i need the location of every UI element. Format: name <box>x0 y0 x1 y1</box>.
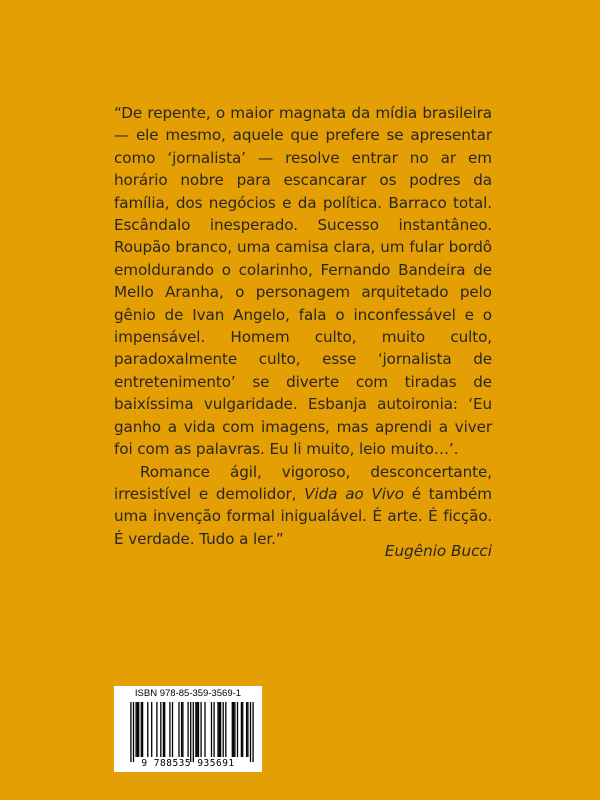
barcode-bar <box>234 702 235 757</box>
book-title: Vida ao Vivo <box>304 484 404 503</box>
barcode-bar <box>182 702 183 757</box>
barcode-bar <box>135 702 136 757</box>
barcode-bar <box>137 702 138 757</box>
barcode-bar <box>156 702 157 757</box>
barcode-bar <box>130 702 131 762</box>
barcode-bar <box>213 702 214 757</box>
blurb-paragraph-2-start: Romance ágil, vigoroso, desconcertante, irresistível e demolidor, <box>114 462 492 503</box>
barcode-bar <box>200 702 201 757</box>
barcode-bar <box>138 702 139 757</box>
barcode-bar <box>195 702 196 757</box>
barcode-bar <box>232 702 233 757</box>
barcode-bar <box>187 702 188 757</box>
barcode-bar <box>220 702 221 757</box>
barcode-bar <box>141 702 142 757</box>
barcode-bar <box>147 702 148 757</box>
barcode-bar <box>217 702 218 757</box>
barcode-bar <box>225 702 226 757</box>
blurb-paragraph-2 <box>114 461 492 551</box>
barcode-bar <box>178 702 179 757</box>
barcode-bar <box>223 702 224 757</box>
barcode-bar <box>164 702 165 757</box>
barcode-bar <box>250 702 251 762</box>
barcode-bar <box>219 702 220 757</box>
isbn-barcode <box>114 686 262 772</box>
barcode-bar <box>198 702 199 757</box>
barcode-bar <box>233 702 234 757</box>
barcode-bar <box>163 702 164 757</box>
barcode-bar <box>252 702 253 762</box>
barcode-bar <box>247 702 248 757</box>
quote-author: Eugênio Bucci <box>384 542 492 560</box>
barcode-bar <box>193 702 194 762</box>
barcode-bar <box>190 702 191 762</box>
barcode-bar <box>151 702 152 757</box>
barcode-bar <box>181 702 182 757</box>
barcode-bar <box>241 702 242 757</box>
barcode-digits: 9 788535 935691 <box>141 758 235 769</box>
barcode-bar <box>169 702 170 757</box>
barcode-bar <box>160 702 161 757</box>
barcode-bar <box>172 702 173 757</box>
barcode-bar <box>133 702 134 762</box>
barcode-bar <box>204 702 205 757</box>
barcode-bar <box>211 702 212 757</box>
barcode-bar <box>246 702 247 757</box>
barcode-bar <box>197 702 198 757</box>
blurb-paragraph-1: “De repente, o maior magnata da mídia brasileira — ele mesmo, aquele que prefere se apresentar como ‘jornalista’ — resolve entrar no ar em horário nobre para escancarar os podres da família, dos negócios e da política. Barraco total. Escândalo inesperado. Sucesso instantâneo. Roupão branco, uma camisa clara, um fular bordô emoldurando o colarinho, Fernando Bandeira de Mello Aranha, o personagem arquitetado pelo gênio de Ivan Angelo, fala o inconfessável e o impensável. Homem culto, muito culto, paradoxalmente culto, esse ‘jornalista de entretenimento’ se diverte com tiradas de baixíssima vulgaridade. Esbanja autoironia: ‘Eu ganho a vida com imagens, mas aprendi a viver foi com as palavras. Eu li muito, leio muito…’. <box>114 104 492 459</box>
back-cover-blurb <box>114 102 492 550</box>
barcode-bar <box>237 702 238 757</box>
barcode-bar <box>142 702 143 757</box>
isbn-label: ISBN 978-85-359-3569-1 <box>134 688 242 699</box>
blurb-paragraph-2-end: é também uma invenção formal inigualável. É arte. É ficção. É verdade. Tudo a ler.” <box>114 484 492 548</box>
barcode-bar <box>242 702 243 757</box>
